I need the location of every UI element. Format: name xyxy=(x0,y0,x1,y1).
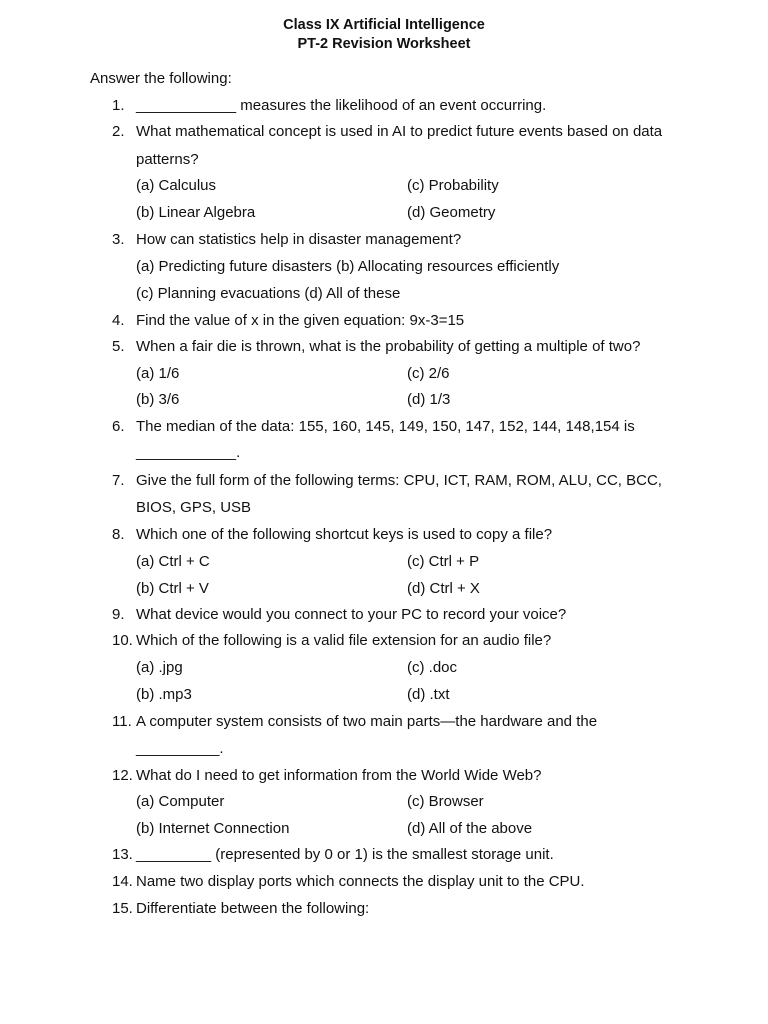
question-text: (a) Predicting future disasters (b) Allocating resources efficiently xyxy=(136,258,560,275)
question-text: _________ (represented by 0 or 1) is the smallest storage unit. xyxy=(136,846,554,863)
question-number: 5. xyxy=(112,338,125,355)
worksheet-title: Class IX Artificial Intelligence xyxy=(283,17,485,33)
question-text: What do I need to get information from the World Wide Web? xyxy=(136,767,542,784)
answer-option: (d) Geometry xyxy=(407,204,496,221)
worksheet-subtitle: PT-2 Revision Worksheet xyxy=(297,36,471,52)
question-text: __________. xyxy=(136,740,224,757)
question-text: Find the value of x in the given equation: 9x-3=15 xyxy=(136,312,465,329)
answer-option: (c) Ctrl + P xyxy=(407,553,480,570)
question-number: 2. xyxy=(112,123,125,140)
answer-option: (a) Calculus xyxy=(136,177,217,194)
question-text: BIOS, GPS, USB xyxy=(136,499,252,516)
question-text: ____________ measures the likelihood of an event occurring. xyxy=(136,97,547,114)
question-number: 3. xyxy=(112,231,125,248)
answer-option: (b) Ctrl + V xyxy=(136,580,209,597)
answer-option: (b) 3/6 xyxy=(136,391,180,408)
question-text: Give the full form of the following terms: CPU, ICT, RAM, ROM, ALU, CC, BCC, xyxy=(136,472,662,489)
answer-option: (d) Ctrl + X xyxy=(407,580,480,597)
question-text: What mathematical concept is used in AI to predict future events based on data xyxy=(136,123,663,140)
question-text: Differentiate between the following: xyxy=(136,900,370,917)
question-text: When a fair die is thrown, what is the probability of getting a multiple of two? xyxy=(136,338,641,355)
answer-option: (c) .doc xyxy=(407,659,458,676)
answer-option: (a) Computer xyxy=(136,793,225,810)
question-number: 11. xyxy=(112,713,132,730)
answer-option: (a) .jpg xyxy=(136,659,183,676)
answer-option: (c) Probability xyxy=(407,177,499,194)
answer-option: (d) All of the above xyxy=(407,820,533,837)
question-number: 13. xyxy=(112,846,133,863)
question-number: 8. xyxy=(112,526,125,543)
question-number: 9. xyxy=(112,606,125,623)
answer-option: (c) 2/6 xyxy=(407,365,450,382)
question-number: 10. xyxy=(112,632,133,649)
question-number: 4. xyxy=(112,312,125,329)
question-text: The median of the data: 155, 160, 145, 149, 150, 147, 152, 144, 148,154 is xyxy=(136,418,635,435)
question-text: (c) Planning evacuations (d) All of these xyxy=(136,285,401,302)
answer-option: (b) Linear Algebra xyxy=(136,204,256,221)
question-number: 14. xyxy=(112,873,133,890)
question-number: 15. xyxy=(112,900,133,917)
question-number: 6. xyxy=(112,418,125,435)
answer-option: (b) Internet Connection xyxy=(136,820,290,837)
question-number: 7. xyxy=(112,472,125,489)
answer-option: (b) .mp3 xyxy=(136,686,192,703)
question-text: A computer system consists of two main parts—the hardware and the xyxy=(136,713,598,730)
question-text: patterns? xyxy=(136,151,199,168)
question-text: What device would you connect to your PC to record your voice? xyxy=(136,606,567,623)
answer-option: (d) 1/3 xyxy=(407,391,451,408)
question-number: 12. xyxy=(112,767,133,784)
question-text: ____________. xyxy=(136,444,241,461)
question-number: 1. xyxy=(112,97,125,114)
question-text: How can statistics help in disaster management? xyxy=(136,231,462,248)
instructions: Answer the following: xyxy=(90,70,232,87)
question-text: Which of the following is a valid file extension for an audio file? xyxy=(136,632,552,649)
answer-option: (d) .txt xyxy=(407,686,450,703)
question-text: Name two display ports which connects the display unit to the CPU. xyxy=(136,873,585,890)
question-text: Which one of the following shortcut keys is used to copy a file? xyxy=(136,526,553,543)
answer-option: (a) Ctrl + C xyxy=(136,553,210,570)
answer-option: (a) 1/6 xyxy=(136,365,180,382)
answer-option: (c) Browser xyxy=(407,793,484,810)
